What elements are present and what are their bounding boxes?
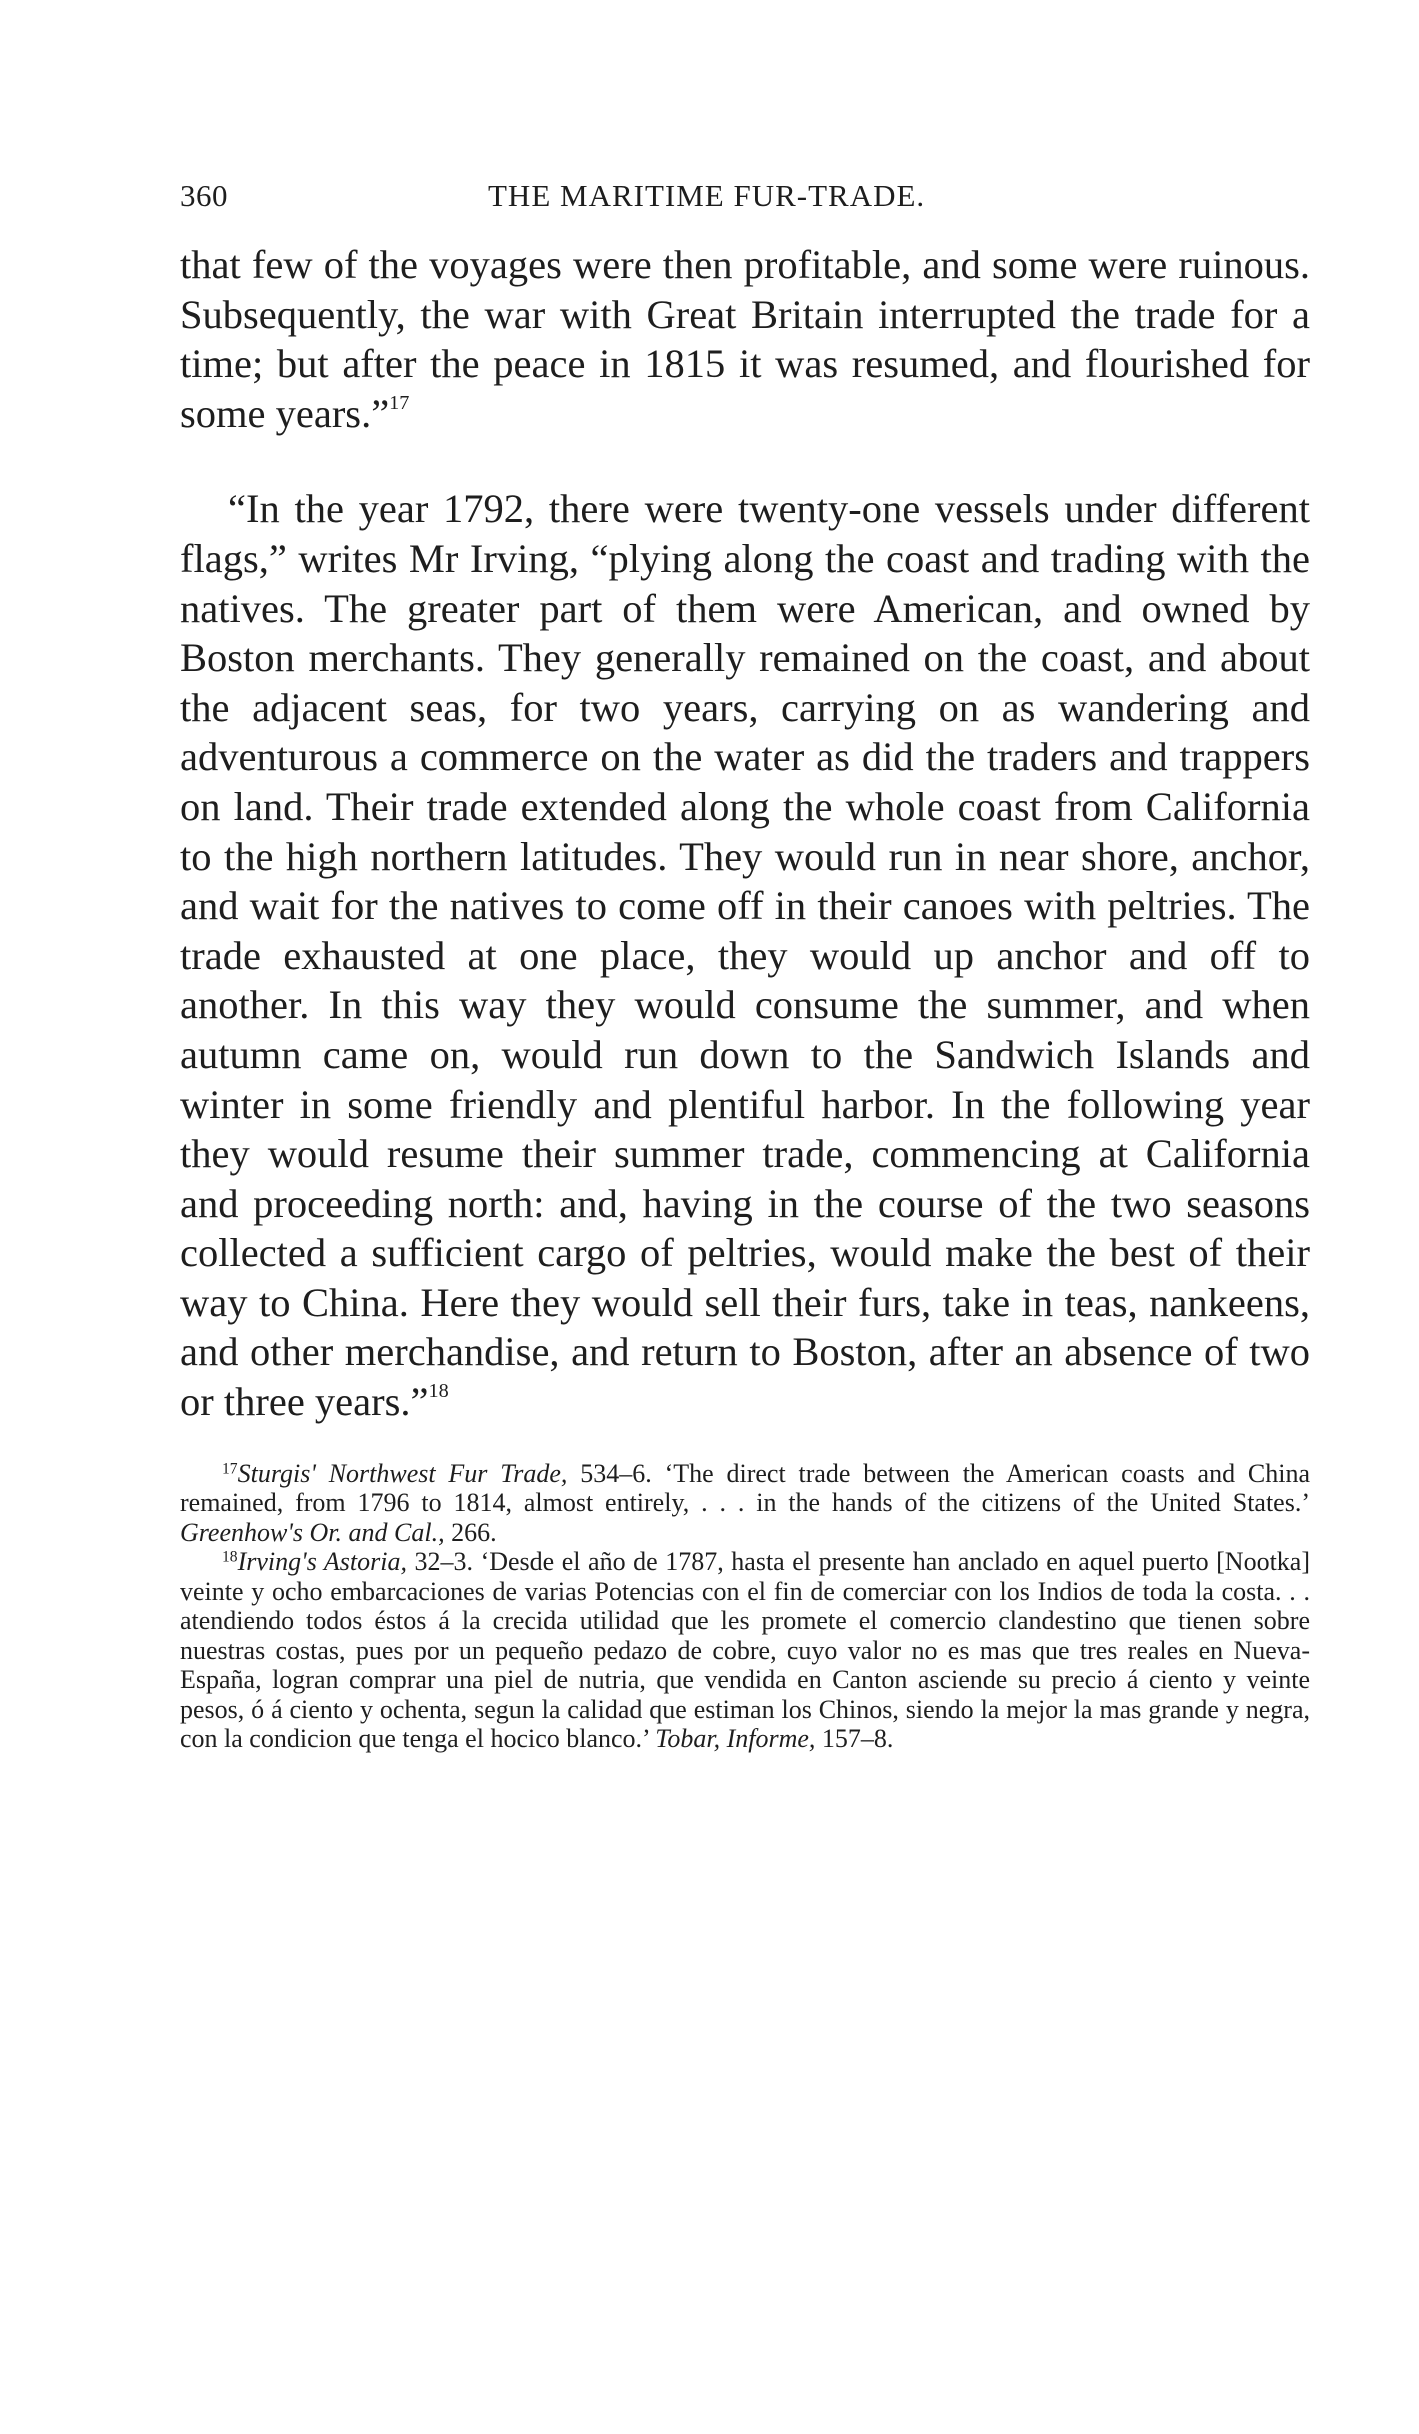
book-page [180, 178, 1310, 1754]
footnote-citation-pages: 266. [444, 1517, 497, 1547]
footnote-number: 17 [222, 1460, 238, 1478]
footnote-source: Sturgis' Northwest Fur Trade, [237, 1458, 568, 1488]
running-head [180, 178, 1310, 228]
paragraph-text: “In the year 1792, there were twenty-one vessels under different flags,” writes Mr Irving, “plying along the coast and trading with the natives. The greater part of them were American, and owned by Boston merchants. They generally remained on the coast, and about the adjacent seas, for two years, carrying on as wandering and adventurous a commerce on the water as did the traders and trappers on land. Their trade extended along the whole coast from California to the high northern latitudes. They would run in near shore, anchor, and wait for the natives to come off in their canoes with peltries. The trade exhausted at one place, they would up anchor and off to another. In this way they would consume the summer, and when autumn came on, would run down to the Sandwich Islands and winter in some friendly and plentiful harbor. In the following year they would resume their summer trade, commencing at California and proceeding north: and, having in the course of the two seasons collected a sufficient cargo of peltries, would make the best of their way to China. Here they would sell their furs, take in teas, nankeens, and other merchandise, and return to Boston, after an absence of two or three years.” [180, 486, 1310, 1425]
footnote-number: 18 [222, 1548, 238, 1566]
footnote-ref-18: 18 [428, 1379, 449, 1402]
body-text [180, 240, 1310, 1427]
footnote-17 [180, 1459, 1310, 1548]
footnote-source: Irving's Astoria, [237, 1547, 407, 1577]
footnote-text: 534–6. ‘The direct trade between the American coasts and China remained, from 1796 to 1814, almost entirely, . . . in the hands of the citizens of the United States.’ [180, 1458, 1310, 1518]
running-title: THE MARITIME FUR-TRADE. [488, 178, 926, 213]
footnotes [180, 1459, 1310, 1754]
paragraph-continuation [180, 240, 1310, 438]
footnote-citation-pages: 157–8. [815, 1724, 894, 1754]
paragraph-text: that few of the voyages were then profitable, and some were ruinous. Subsequently, the war with Great Britain interrupted the trade for a time; but after the peace in 1815 it was resumed, and flourished for some years.” [180, 242, 1310, 436]
paragraph-irving-quote [180, 484, 1310, 1426]
page-number: 360 [180, 178, 228, 213]
footnote-citation: Greenhow's Or. and Cal., [180, 1517, 445, 1547]
footnote-ref-17: 17 [389, 391, 410, 414]
footnote-text: 32–3. ‘Desde el año de 1787, hasta el presente han anclado en aquel puerto [Nootka] veinte y ocho embarcaciones de varias Potencias con el fin de comerciar con los Indios de toda la costa. . . atendiendo todos éstos á la crecida utilidad que les promete el comercio clandestino que tienen sobre nuestras costas, pues por un pequeño pedazo de cobre, cuyo valor no es mas que tres reales en Nueva-España, logran comprar una piel de nutria, que vendida en Canton asciende su precio á ciento y veinte pesos, ó á ciento y ochenta, segun la calidad que estiman los Chinos, siendo la mejor la mas grande y negra, con la condicion que tenga el hocico blanco.’ [180, 1547, 1310, 1754]
footnote-18 [180, 1547, 1310, 1754]
footnote-citation: Tobar, Informe, [655, 1724, 816, 1754]
